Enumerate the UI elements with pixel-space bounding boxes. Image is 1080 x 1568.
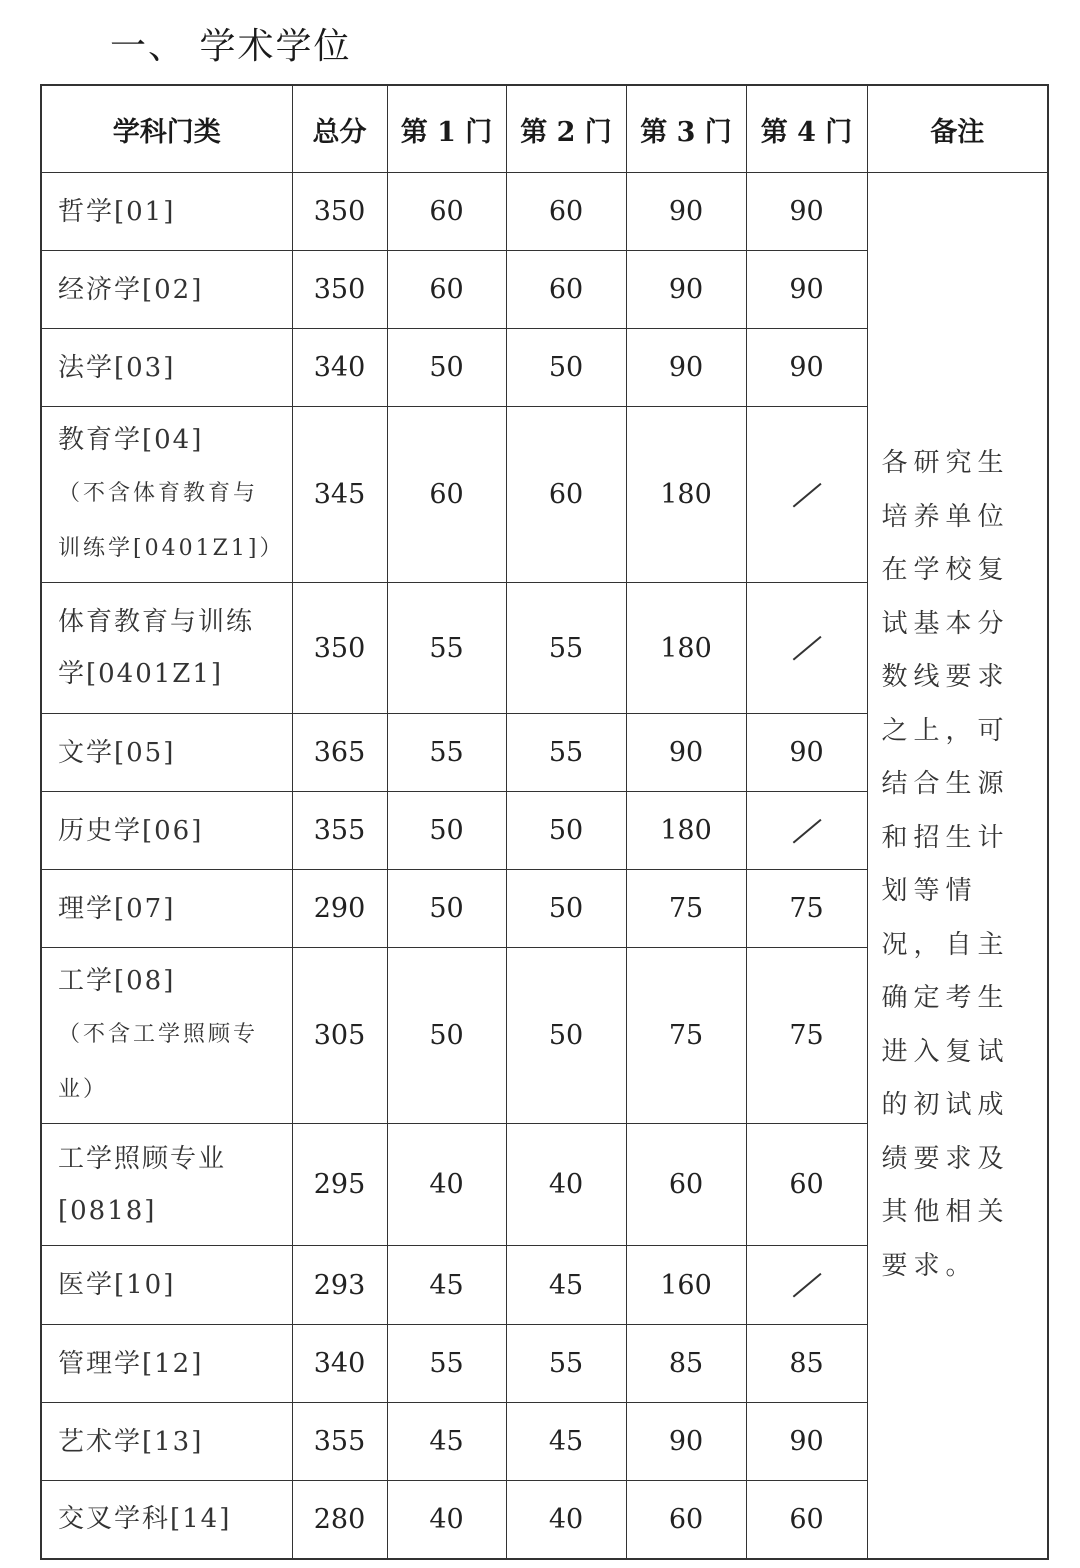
cell-subject-3: 60: [626, 1124, 746, 1246]
cell-subject-2: 55: [506, 1325, 626, 1403]
cell-subject: [41, 1124, 292, 1246]
cell-subject-2: 50: [506, 792, 626, 870]
cell-total: 350: [292, 173, 387, 251]
cell-total: 365: [292, 714, 387, 792]
table-body: [41, 173, 1048, 1559]
cell-subject-1: 60: [387, 173, 506, 251]
subject-name: 哲学[01]: [58, 196, 176, 227]
cell-subject-3: 75: [626, 870, 746, 948]
table-row: [41, 173, 1048, 251]
cell-subject-2: 60: [506, 407, 626, 583]
cell-subject: [41, 329, 292, 407]
cell-subject-4: [746, 792, 867, 870]
cell-subject-3: 180: [626, 792, 746, 870]
cell-subject-3: 180: [626, 407, 746, 583]
header-subject: 学科门类: [41, 85, 292, 173]
subject-note: （不含工学照顾专业）: [58, 1021, 259, 1102]
subject-name: 艺术学[13]: [58, 1426, 204, 1457]
cell-total: 293: [292, 1246, 387, 1325]
cell-subject-1: 60: [387, 407, 506, 583]
cell-subject: [41, 1403, 292, 1481]
cell-subject-1: 40: [387, 1124, 506, 1246]
cell-subject-1: 50: [387, 329, 506, 407]
cell-subject-3: 60: [626, 1481, 746, 1559]
cell-subject-1: 60: [387, 251, 506, 329]
cell-total: 280: [292, 1481, 387, 1559]
cell-subject: [41, 583, 292, 714]
cell-subject-4: 60: [746, 1481, 867, 1559]
cell-total: 350: [292, 583, 387, 714]
cell-total: 355: [292, 792, 387, 870]
cell-subject-1: 45: [387, 1403, 506, 1481]
table-header-row: [41, 85, 1048, 173]
cell-subject-2: 55: [506, 714, 626, 792]
slash-mark: [792, 636, 821, 660]
subject-name: 理学[07]: [58, 893, 176, 924]
subject-name: 经济学[02]: [58, 274, 204, 305]
cell-subject-3: 90: [626, 251, 746, 329]
cell-subject-3: 90: [626, 714, 746, 792]
remark-cell: 各研究生培养单位在学校复试基本分数线要求之上，可结合生源和招生计划等情况，自主确定考生进入复试的初试成绩要求及其他相关要求。: [867, 173, 1048, 1559]
header-subject-3: 第 3 门: [626, 85, 746, 173]
cell-subject-3: 75: [626, 948, 746, 1124]
score-table: [40, 84, 1049, 1560]
cell-subject: [41, 1481, 292, 1559]
header-subject-2: 第 2 门: [506, 85, 626, 173]
cell-subject-1: 55: [387, 1325, 506, 1403]
cell-subject-3: 85: [626, 1325, 746, 1403]
cell-subject-4: 75: [746, 870, 867, 948]
header-total: 总分: [292, 85, 387, 173]
cell-subject-4: 85: [746, 1325, 867, 1403]
cell-total: 355: [292, 1403, 387, 1481]
cell-subject-2: 50: [506, 948, 626, 1124]
subject-note: （不含体育教育与训练学[0401Z1]）: [58, 480, 285, 561]
slash-mark: [792, 482, 821, 506]
cell-subject-1: 50: [387, 870, 506, 948]
header-subject-1: 第 1 门: [387, 85, 506, 173]
cell-subject-3: 160: [626, 1246, 746, 1325]
cell-subject-4: 90: [746, 173, 867, 251]
cell-total: 305: [292, 948, 387, 1124]
cell-subject-4: 90: [746, 1403, 867, 1481]
cell-subject-4: 90: [746, 251, 867, 329]
header-subject-4: 第 4 门: [746, 85, 867, 173]
cell-subject: [41, 407, 292, 583]
cell-subject-1: 40: [387, 1481, 506, 1559]
cell-total: 290: [292, 870, 387, 948]
cell-subject-4: 90: [746, 714, 867, 792]
cell-subject-3: 90: [626, 1403, 746, 1481]
cell-subject: [41, 1246, 292, 1325]
cell-subject-1: 55: [387, 583, 506, 714]
cell-subject-4: [746, 583, 867, 714]
cell-subject: [41, 1325, 292, 1403]
cell-subject-3: 90: [626, 329, 746, 407]
cell-subject-4: 75: [746, 948, 867, 1124]
cell-subject-2: 50: [506, 870, 626, 948]
cell-subject-4: [746, 407, 867, 583]
subject-name: 法学[03]: [58, 352, 176, 383]
cell-subject-3: 90: [626, 173, 746, 251]
cell-subject: [41, 948, 292, 1124]
header-remark: 备注: [867, 85, 1048, 173]
cell-subject-1: 50: [387, 948, 506, 1124]
cell-subject-2: 55: [506, 583, 626, 714]
subject-name: 工学照顾专业[0818]: [58, 1143, 227, 1226]
cell-total: 345: [292, 407, 387, 583]
page-title: 一、 学术学位: [110, 26, 352, 67]
cell-subject: [41, 714, 292, 792]
subject-name: 文学[05]: [58, 737, 176, 768]
cell-subject-2: 45: [506, 1403, 626, 1481]
cell-total: 340: [292, 329, 387, 407]
cell-subject-2: 45: [506, 1246, 626, 1325]
cell-subject: [41, 792, 292, 870]
cell-subject-2: 60: [506, 173, 626, 251]
subject-name: 教育学[04]: [58, 424, 204, 455]
cell-subject-2: 40: [506, 1124, 626, 1246]
cell-subject-1: 55: [387, 714, 506, 792]
cell-subject: [41, 870, 292, 948]
cell-total: 340: [292, 1325, 387, 1403]
subject-name: 工学[08]: [58, 965, 176, 996]
cell-subject: [41, 173, 292, 251]
cell-total: 295: [292, 1124, 387, 1246]
cell-subject-3: 180: [626, 583, 746, 714]
cell-subject-2: 60: [506, 251, 626, 329]
subject-name: 医学[10]: [58, 1270, 176, 1300]
subject-name: 交叉学科[14]: [58, 1504, 232, 1535]
cell-subject-4: 90: [746, 329, 867, 407]
cell-subject-1: 45: [387, 1246, 506, 1325]
cell-subject-4: 60: [746, 1124, 867, 1246]
subject-name: 历史学[06]: [58, 815, 204, 846]
cell-subject-2: 50: [506, 329, 626, 407]
cell-total: 350: [292, 251, 387, 329]
slash-mark: [792, 818, 821, 842]
cell-subject: [41, 251, 292, 329]
slash-mark: [792, 1273, 821, 1297]
cell-subject-4: [746, 1246, 867, 1325]
cell-subject-2: 40: [506, 1481, 626, 1559]
subject-name: 管理学[12]: [58, 1348, 204, 1379]
cell-subject-1: 50: [387, 792, 506, 870]
subject-name: 体育教育与训练学[0401Z1]: [58, 607, 255, 689]
